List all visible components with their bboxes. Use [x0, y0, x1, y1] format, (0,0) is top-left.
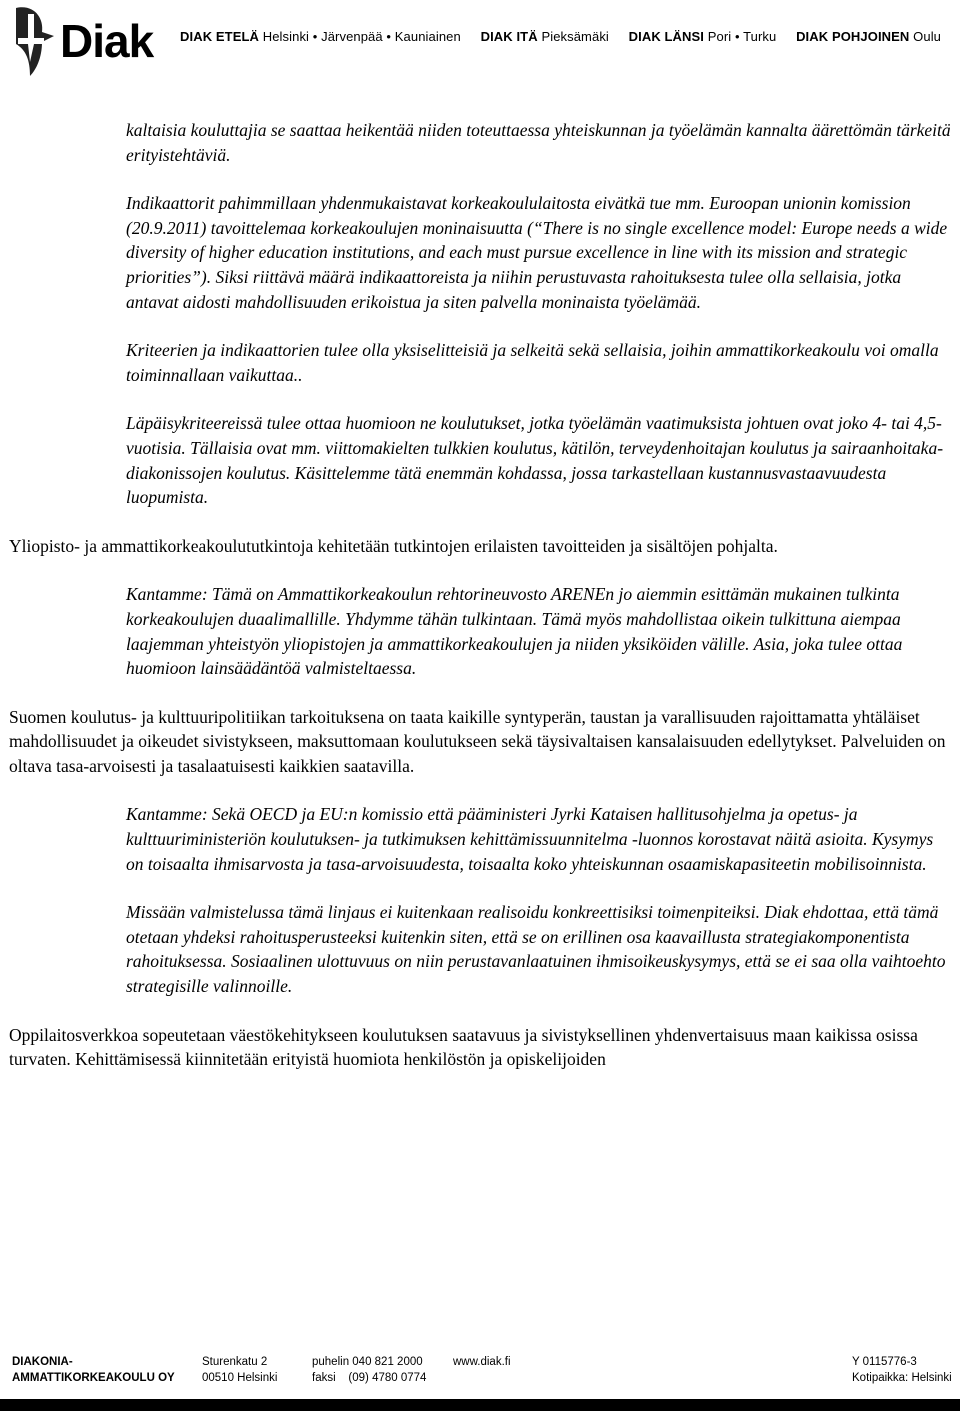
- paragraph: Kriteerien ja indikaattorien tulee olla yksiselitteisiä ja selkeitä sekä sellaisia, joihin ammattikorkeakoulu voi omalla toiminnallaan vaikuttaa..: [126, 340, 939, 385]
- footer-organization: [12, 1354, 175, 1386]
- campus-cities: Oulu: [913, 29, 942, 44]
- campus-cities: Pori • Turku: [707, 29, 777, 44]
- campus-region: DIAK POHJOINEN: [796, 29, 910, 44]
- campus-region: DIAK ITÄ: [480, 29, 538, 44]
- campus-item: [180, 29, 461, 44]
- diak-logo: [8, 2, 168, 78]
- footer-contact: [312, 1354, 426, 1386]
- footer-phone: puhelin 040 821 2000: [312, 1356, 423, 1368]
- svg-text:Diak: Diak: [60, 15, 154, 67]
- footer-org-line: AMMATTIKORKEAKOULU OY: [12, 1372, 175, 1384]
- paragraph: kaltaisia kouluttajia se saattaa heikentää niiden toteuttaessa yhteiskunnan ja työelämän kannalta äärettömän tärkeitä erityistehtäviä.: [126, 120, 951, 165]
- footer-fax: faksi (09) 4780 0774: [312, 1372, 427, 1384]
- campus-item: [796, 29, 941, 44]
- campus-cities: Helsinki • Järvenpää • Kauniainen: [262, 29, 461, 44]
- paragraph: Indikaattorit pahimmillaan yhdenmukaistavat korkeakoululaitosta eivätkä tue mm. Euroopan unionin komission (20.9.2011) tavoittelemaa korkeakoulujen moninaisuutta (“There is no single excellence model: Europe needs a wide diversity of higher education institutions, and each must pursue excellence in line with its mission and strategic priorities”). Siksi riittävä määrä indikaattoreista ja niihin perustuvasta rahoituksesta tulee olla sellaisia, jotka antavat aidosti mahdollisuuden erikoistua ja siten palvella moninaista työelämää.: [126, 193, 948, 312]
- paragraph: Suomen koulutus- ja kulttuuripolitiikan tarkoituksena on taata kaikille syntyperän, taustan ja varallisuuden rajoittamatta yhtäläiset mahdollisuudet ja oikeudet sivistykseen, maksuttomaan koulutukseen sekä täysivaltaisen kansalaisuuden edellytykset. Palveluiden on oltava tasa-arvoisesti ja tasalaatuisesti kaikkien saatavilla.: [9, 706, 946, 776]
- footer-street: Sturenkatu 2: [202, 1356, 268, 1368]
- campus-cities: Pieksämäki: [541, 29, 609, 44]
- page-footer: [0, 1348, 960, 1411]
- footer-postal: 00510 Helsinki: [202, 1372, 278, 1384]
- campus-region: DIAK ETELÄ: [180, 29, 259, 44]
- document-body: [0, 118, 960, 1072]
- footer-website: [453, 1354, 511, 1370]
- footer-address: [202, 1354, 277, 1386]
- paragraph: Yliopisto- ja ammattikorkeakoulututkintoja kehitetään tutkintojen erilaisten tavoitteiden ja sisältöjen pohjalta.: [9, 535, 778, 556]
- campus-item: [629, 29, 777, 44]
- campus-item: [481, 29, 609, 44]
- footer-domicile: Kotipaikka: Helsinki: [852, 1372, 952, 1384]
- paragraph: Missään valmistelussa tämä linjaus ei kuitenkaan realisoidu konkreettisiksi toimenpiteiksi. Diak ehdottaa, että tämä otetaan yhdeksi rahoitusperusteeksi kuitenkin siten, että se on erillinen osa kaavaillusta strategiakomponentista rahoituksessa. Sosiaalinen ulottuvuus on niin perustavanlaatuinen ihmisoikeuskysymys, että se ei saa olla vaihtoehto strategisille valinnoille.: [126, 902, 946, 997]
- page-header: [0, 0, 960, 80]
- paragraph: Läpäisykriteereissä tulee ottaa huomioon ne koulutukset, jotka työelämän vaatimuksista johtuen ovat joko 4- tai 4,5-vuotisia. Tällaisia ovat mm. viittomakielten tulkkien koulutus, kätilön, terveydenhoitajan koulutus ja sairaanhoitaka-diakonissojen koulutus. Käsittelemme tätä enemmän kohdassa, jossa tarkastellaan kustannusvastaavuudesta luopumista.: [126, 413, 944, 508]
- paragraph: Kantamme: Sekä OECD ja EU:n komissio että pääministeri Jyrki Kataisen hallitusohjelma ja opetus- ja kulttuuriministeriön koulutuksen- ja tutkimuksen kehittämissuunnitelma -luonnos korostavat näitä asioita. Kysymys on toisaalta ihmisarvosta ja tasa-arvoisuudesta, toisaalta koko yhteiskunnan osaamiskapasiteetin mobilisoinnista.: [126, 804, 934, 874]
- paragraph: Oppilaitosverkkoa sopeutetaan väestökehitykseen koulutuksen saatavuus ja sivistyksellinen yhdenvertaisuus maan kaikissa osissa turvaten. Kehittämisessä kiinnitetään erityistä huomiota henkilöstön ja opiskelijoiden: [9, 1024, 918, 1070]
- footer-bar: [0, 1399, 960, 1411]
- campus-region: DIAK LÄNSI: [628, 29, 705, 44]
- footer-org-line: DIAKONIA-: [12, 1356, 73, 1368]
- footer-business-id: Y 0115776-3: [852, 1356, 917, 1368]
- footer-website-link: www.diak.fi: [453, 1356, 511, 1368]
- footer-company: [852, 1354, 952, 1386]
- campus-list: [180, 29, 941, 44]
- paragraph: Kantamme: Tämä on Ammattikorkeakoulun rehtorineuvosto ARENEn jo aiemmin esittämän mukainen tulkinta korkeakoulujen duaalimallille. Yhdymme tähän tulkintaan. Tämä myös mahdollistaa oikein tulkittuna aiempaa laajemman yhteistyön yliopistojen ja ammattikorkeakoulujen ja niiden yksiköiden välille. Asia, joka tulee ottaa huomioon lainsäädäntöä valmisteltaessa.: [126, 584, 903, 679]
